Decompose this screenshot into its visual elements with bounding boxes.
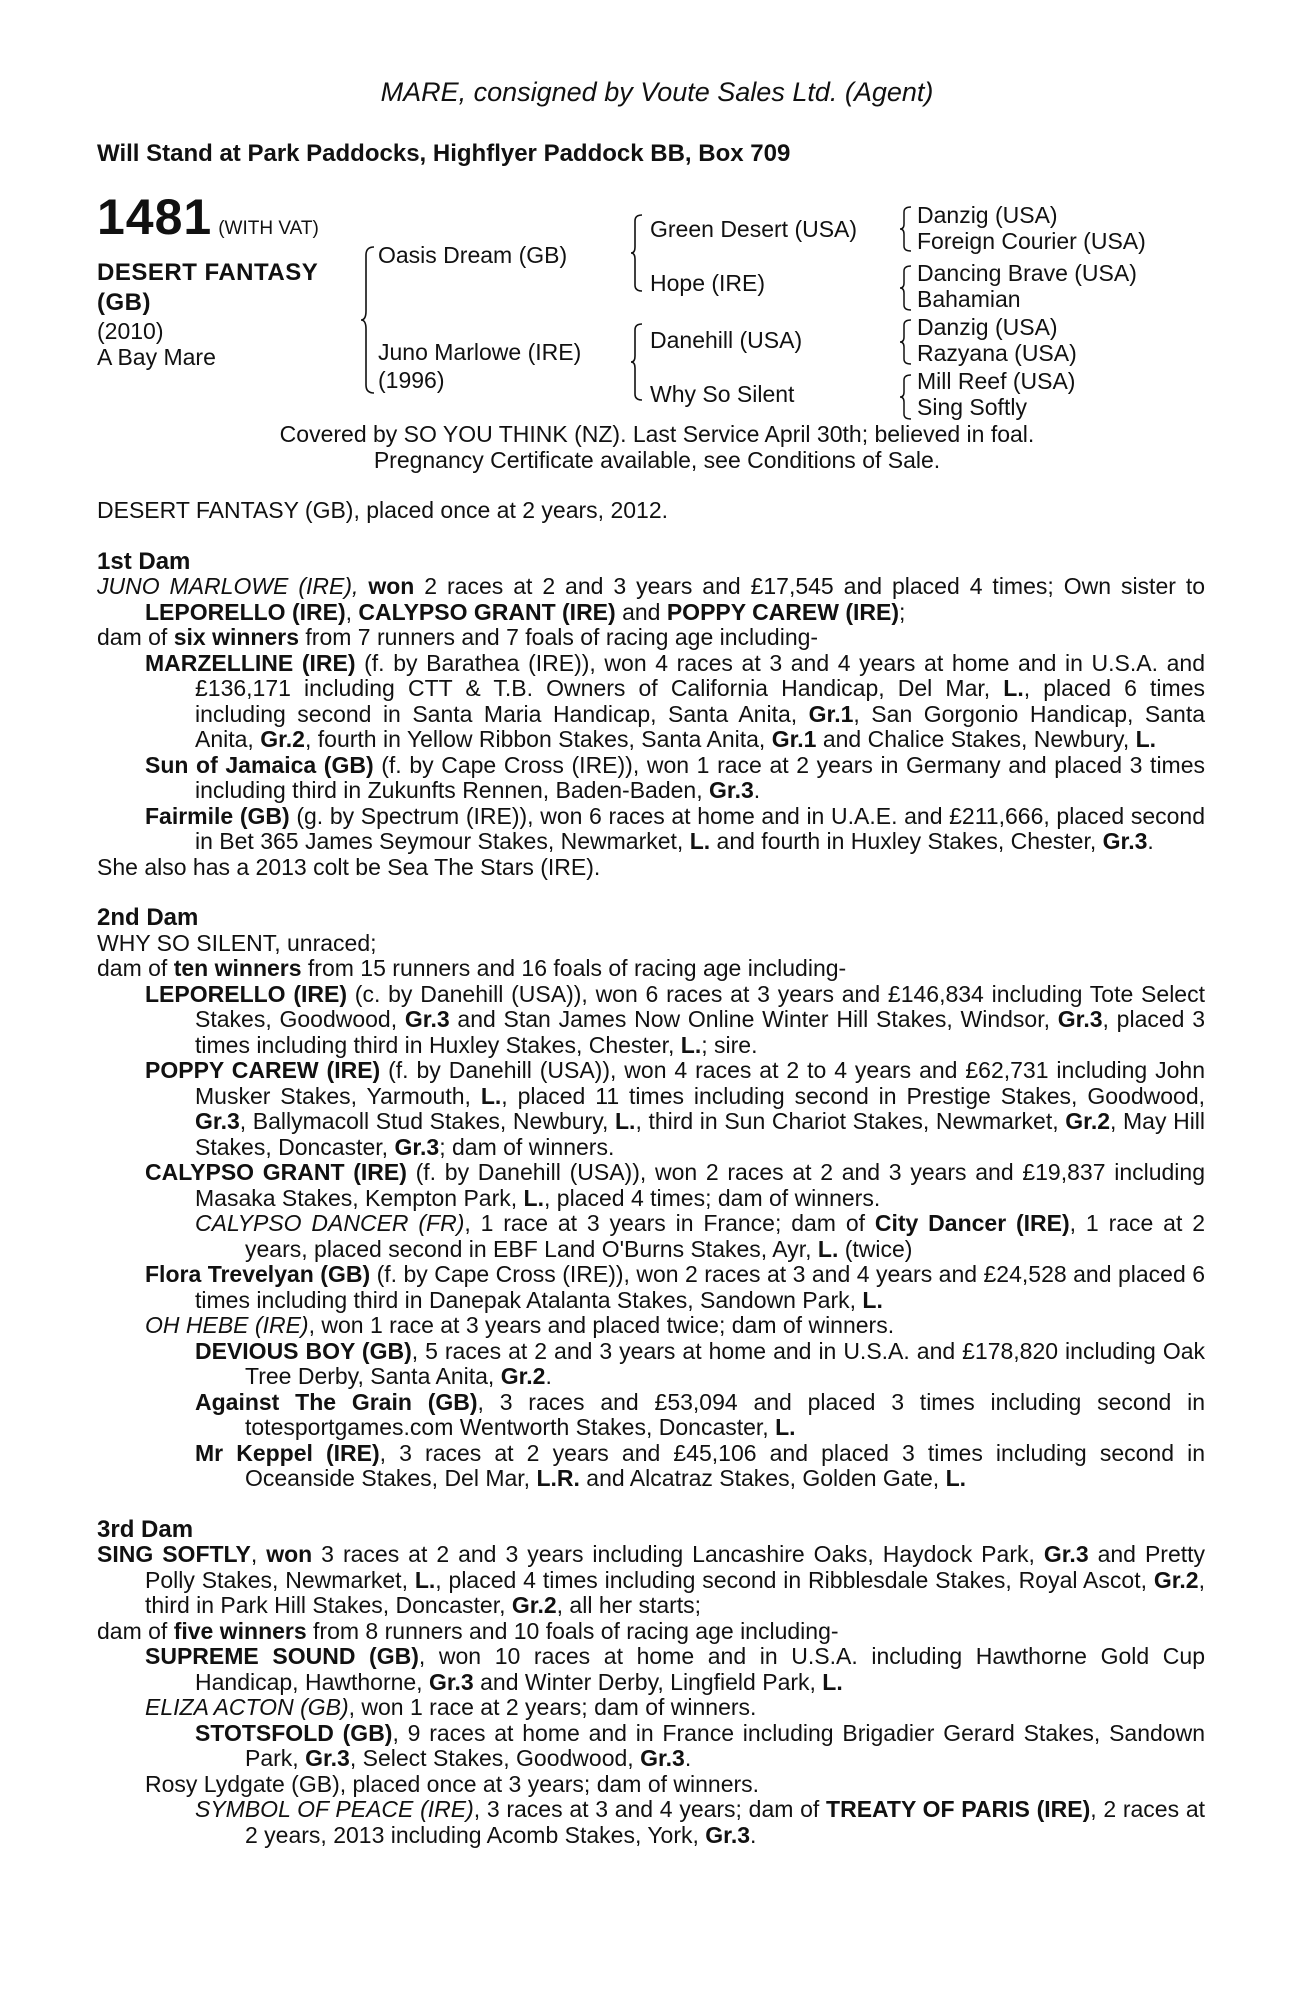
text: .: [684, 1745, 692, 1771]
produce-subentry: [97, 1441, 1205, 1492]
text: , all her starts;: [556, 1592, 702, 1618]
horse-name: City Dancer (IRE): [874, 1210, 1070, 1236]
text: from 7 runners and 7 foals of racing age including-: [299, 624, 819, 650]
text: , third in Park Hill Stakes, Doncaster,: [145, 1566, 1205, 1618]
grade: L.: [680, 1031, 702, 1058]
pregnancy-line: Pregnancy Certificate available, see Conditions of Sale.: [373, 446, 941, 473]
text: (f. by Danehill (USA)), won 4 races at 2 to 4 years and £62,731 including John Musker Stakes, Yarmouth,: [195, 1057, 1206, 1109]
produce-entry: [97, 1644, 1205, 1695]
grade: L.: [817, 1235, 839, 1262]
dam-name: JUNO MARLOWE (IRE),: [97, 573, 359, 599]
grade: Gr.3: [404, 1006, 450, 1032]
text: and Pretty Polly Stakes, Newmarket,: [145, 1541, 1206, 1593]
horse-name: LEPORELLO (IRE): [145, 980, 348, 1007]
won-label: won: [266, 1541, 313, 1567]
grade: Gr.1: [771, 726, 817, 752]
covered-note: [0, 422, 1314, 473]
text: , Ballymacoll Stud Stakes, Newbury,: [239, 1108, 615, 1134]
text: , 3 races and £53,094 and placed 3 times including second in totesportgames.com Wentworth Stakes, Doncaster,: [245, 1388, 1206, 1440]
grade: Gr.3: [705, 1821, 751, 1848]
horse-description: A Bay Mare: [97, 344, 216, 370]
pedigree-dam-dam: Why So Silent: [650, 381, 795, 407]
grade: L.: [862, 1286, 883, 1313]
pedigree-g3: Dancing Brave (USA): [917, 260, 1137, 286]
text: , 2 races at 2 years, 2013 including Acomb Stakes, York,: [245, 1796, 1206, 1848]
dam-name: SING SOFTLY: [97, 1541, 251, 1567]
consignor-line: MARE, consigned by Voute Sales Ltd. (Agent): [380, 77, 934, 107]
text: dam of: [97, 1617, 174, 1644]
horse-name: Fairmile (GB): [145, 802, 290, 829]
grade: L.: [523, 1184, 544, 1211]
catalogue-body: [97, 498, 1205, 1848]
produce-entry: [97, 804, 1205, 855]
produce-subentry: [97, 1390, 1205, 1441]
text: , placed 3 times including third in Huxley Stakes, Chester,: [195, 1006, 1205, 1058]
text: dam of: [97, 624, 174, 650]
text: .: [753, 777, 761, 803]
grade: Gr.3: [1102, 828, 1148, 854]
text: , 5 races at 2 and 3 years at home and in U.S.A. and £178,820 including Oak Tree Derby, Santa Anita,: [245, 1337, 1205, 1389]
text: from 8 runners and 10 foals of racing age including-: [306, 1617, 839, 1644]
grade: L.: [1135, 726, 1157, 752]
pedigree-brace-g1: [899, 205, 913, 253]
sibling-name: CALYPSO GRANT (IRE): [358, 598, 616, 625]
text: and fourth in Huxley Stakes, Chester,: [710, 828, 1103, 854]
grade: L.: [615, 1108, 636, 1134]
summary-line: DESERT FANTASY (GB), placed once at 2 years, 2012.: [97, 497, 669, 523]
grade: Gr.3: [1057, 1006, 1103, 1032]
third-dam-produce: [97, 1619, 1205, 1645]
horse-name: CALYPSO DANCER (FR): [195, 1210, 465, 1236]
text: (c. by Danehill (USA)), won 6 races at 3 years and £146,834 including Tote Select Stakes, Goodwood,: [195, 980, 1205, 1032]
text: (f. by Danehill (USA)), won 2 races at 2 and 3 years and £19,837 including Masaka Stakes, Kempton Park,: [195, 1159, 1205, 1211]
text: , 3 races at 3 and 4 years; dam of: [473, 1796, 827, 1822]
pedigree-brace-sire: [630, 213, 644, 293]
text: from 15 runners and 16 foals of racing age including-: [301, 955, 847, 981]
produce-entry: [97, 1262, 1205, 1313]
text: , 3 races at 2 years and £45,106 and placed 3 times including second in Oceanside Stakes, Del Mar,: [245, 1439, 1205, 1491]
text: ;: [899, 598, 906, 625]
grade: Gr.3: [709, 777, 754, 803]
pedigree-g2: Foreign Courier (USA): [917, 228, 1146, 254]
pedigree-g8: Sing Softly: [917, 394, 1027, 420]
text: ; dam of winners.: [439, 1133, 615, 1160]
grade: Gr.2: [500, 1363, 546, 1389]
horse-name: Against The Grain (GB): [195, 1388, 478, 1415]
pedigree-dam: Juno Marlowe (IRE): [378, 339, 582, 365]
text: , won 1 race at 3 years and placed twice; dam of winners.: [308, 1312, 895, 1338]
text: ,: [250, 1541, 267, 1567]
pedigree-brace-g3: [899, 318, 913, 366]
first-dam-record: [97, 574, 1205, 625]
third-dam-record: [97, 1542, 1205, 1619]
horse-name: STOTSFOLD (GB): [195, 1719, 393, 1746]
produce-subentry: [97, 1211, 1205, 1262]
grade: Gr.2: [1153, 1566, 1199, 1593]
horse-country: (GB): [97, 289, 151, 316]
text: ,: [345, 598, 359, 625]
horse-name: MARZELLINE (IRE): [145, 649, 356, 676]
pedigree-brace-dam: [630, 322, 644, 402]
text: (f. by Barathea (IRE)), won 4 races at 3 and 4 years at home and in U.S.A. and £136,171 including CTT & T.B. Owners of California Handicap, Del Mar,: [195, 649, 1205, 701]
pedigree-g4: Bahamian: [917, 286, 1021, 312]
pedigree-dam-year: (1996): [378, 367, 445, 393]
pedigree-sire-sire: Green Desert (USA): [650, 216, 858, 242]
horse-name: SYMBOL OF PEACE (IRE): [195, 1796, 474, 1822]
pedigree-dam-sire: Danehill (USA): [650, 327, 803, 353]
text: , placed 4 times including second in Ribblesdale Stakes, Royal Ascot,: [435, 1566, 1154, 1593]
second-dam-produce: [97, 956, 1205, 982]
text: and Chalice Stakes, Newbury,: [816, 726, 1136, 752]
horse-name: CALYPSO GRANT (IRE): [145, 1159, 407, 1185]
text: 2 races at 2 and 3 years and £17,545 and placed 4 times; Own sister to: [414, 573, 1206, 599]
pedigree-brace-g2: [899, 264, 913, 312]
text: and: [615, 598, 667, 625]
grade: Gr.3: [1043, 1541, 1089, 1567]
grade: L.: [775, 1414, 796, 1440]
horse-name-block: [97, 258, 367, 370]
text: , placed 11 times including second in Prestige Stakes, Goodwood,: [501, 1082, 1205, 1109]
text: (f. by Cape Cross (IRE)), won 2 races at 3 and 4 years and £24,528 and placed 6 times including third in Danepak Atalanta Stakes, Sandown Park,: [195, 1261, 1205, 1313]
horse-name: Flora Trevelyan (GB): [145, 1261, 371, 1287]
text: , placed 4 times; dam of winners.: [544, 1184, 881, 1211]
text: 3 races at 2 and 3 years including Lancashire Oaks, Haydock Park,: [312, 1541, 1044, 1567]
text: , Select Stakes, Goodwood,: [349, 1745, 641, 1771]
grade: L.: [480, 1082, 502, 1109]
produce-entry: [97, 1695, 1205, 1721]
text: dam of: [97, 955, 174, 981]
text: .: [750, 1821, 757, 1848]
text: .: [545, 1363, 552, 1389]
covered-line: Covered by SO YOU THINK (NZ). Last Service April 30th; believed in foal.: [279, 421, 1035, 447]
text: (twice): [838, 1235, 913, 1262]
horse-name: Sun of Jamaica (GB): [145, 751, 374, 778]
sibling-name: POPPY CAREW (IRE): [666, 598, 899, 625]
text: , 1 race at 3 years in France; dam of: [464, 1210, 875, 1236]
produce-entry: [97, 1058, 1205, 1160]
produce-entry: [97, 1313, 1205, 1339]
produce-entry: [97, 651, 1205, 753]
text: , fourth in Yellow Ribbon Stakes, Santa Anita,: [304, 726, 772, 752]
first-dam-produce: [97, 625, 1205, 651]
text: (g. by Spectrum (IRE)), won 6 races at home and in U.A.E. and £211,666, placed second in Bet 365 James Seymour Stakes, Newmarket,: [195, 802, 1205, 854]
text: , San Gorgonio Handicap, Santa Anita,: [195, 700, 1206, 752]
pedigree-g7: Mill Reef (USA): [917, 368, 1076, 394]
text: , won 1 race at 2 years; dam of winners.: [348, 1694, 757, 1720]
grade: L.: [822, 1668, 843, 1695]
pedigree-sire-dam: Hope (IRE): [650, 270, 766, 296]
grade: Gr.1: [808, 700, 854, 727]
won-label: won: [368, 573, 415, 599]
pedigree-brace-g4: [899, 373, 913, 421]
grade: L.: [1003, 675, 1024, 701]
produce-subentry: [97, 1721, 1205, 1772]
grade: Gr.3: [195, 1108, 240, 1134]
grade: Gr.2: [1065, 1108, 1111, 1134]
text: , 1 race at 2 years, placed second in EBF Land O'Burns Stakes, Ayr,: [245, 1210, 1205, 1262]
text: and Alcatraz Stakes, Golden Gate,: [579, 1465, 946, 1491]
pedigree-g1: Danzig (USA): [917, 202, 1058, 228]
winners-count: five winners: [173, 1617, 307, 1644]
text: and Stan James Now Online Winter Hill Stakes, Windsor,: [449, 1006, 1058, 1032]
grade: Gr.2: [511, 1592, 557, 1618]
text: .: [1147, 828, 1154, 854]
first-dam-heading: 1st Dam: [97, 547, 191, 575]
produce-subentry: [97, 1339, 1205, 1390]
produce-entry: [97, 1160, 1205, 1211]
third-dam-section: [97, 1517, 1205, 1849]
second-dam-section: [97, 905, 1205, 1492]
grade: L.R.: [536, 1465, 580, 1491]
horse-name: DESERT FANTASY: [97, 259, 319, 286]
horse-name: TREATY OF PARIS (IRE): [826, 1796, 1091, 1822]
second-dam-record: WHY SO SILENT, unraced;: [97, 929, 377, 956]
horse-name: Mr Keppel (IRE): [195, 1439, 380, 1466]
grade: Gr.3: [305, 1745, 350, 1771]
horse-name: POPPY CAREW (IRE): [145, 1057, 381, 1083]
stand-location: Will Stand at Park Paddocks, Highflyer Paddock BB, Box 709: [97, 140, 791, 167]
second-dam-heading: 2nd Dam: [97, 904, 199, 931]
lot-number: 1481: [97, 189, 213, 245]
vat-label: (WITH VAT): [218, 218, 319, 239]
grade: L.: [689, 828, 711, 854]
produce-entry: [97, 753, 1205, 804]
text: , 9 races at home and in France including Brigadier Gerard Stakes, Sandown Park,: [245, 1719, 1205, 1771]
produce-entry: Rosy Lydgate (GB), placed once at 3 years; dam of winners.: [145, 1770, 760, 1797]
produce-entry: [97, 982, 1205, 1059]
foaled-year: (2010): [97, 318, 164, 344]
horse-name: ELIZA ACTON (GB): [145, 1694, 349, 1720]
horse-name: SUPREME SOUND (GB): [145, 1643, 419, 1669]
grade: Gr.3: [428, 1668, 474, 1695]
grade: Gr.3: [394, 1133, 440, 1160]
third-dam-heading: 3rd Dam: [97, 1515, 194, 1543]
first-dam-section: [97, 549, 1205, 881]
text: and Winter Derby, Lingfield Park,: [473, 1668, 823, 1695]
grade: Gr.2: [260, 726, 305, 752]
sibling-name: LEPORELLO (IRE): [145, 598, 346, 625]
winners-count: six winners: [173, 624, 299, 650]
grade: L.: [945, 1465, 967, 1491]
pedigree-brace-main: [360, 245, 376, 395]
horse-name: DEVIOUS BOY (GB): [195, 1337, 412, 1364]
lot-number-block: [97, 189, 319, 245]
text: ; sire.: [701, 1031, 758, 1058]
pedigree-sire: Oasis Dream (GB): [378, 242, 568, 268]
grade: Gr.3: [640, 1745, 685, 1771]
text: , third in Sun Chariot Stakes, Newmarket,: [635, 1108, 1066, 1134]
winners-count: ten winners: [173, 955, 302, 981]
text: (f. by Cape Cross (IRE)), won 1 race at 2 years in Germany and placed 3 times including third in Zukunfts Rennen, Baden-Baden,: [195, 751, 1206, 803]
produce-subentry: [97, 1797, 1205, 1848]
text: , won 10 races at home and in U.S.A. including Hawthorne Gold Cup Handicap, Hawthorne,: [195, 1643, 1205, 1695]
horse-name: OH HEBE (IRE): [145, 1312, 309, 1338]
grade: L.: [414, 1566, 436, 1593]
text: , placed 6 times including second in Santa Maria Handicap, Santa Anita,: [195, 675, 1205, 727]
pedigree-g5: Danzig (USA): [917, 314, 1058, 340]
first-dam-note: She also has a 2013 colt be Sea The Stars (IRE).: [97, 853, 601, 880]
text: , May Hill Stakes, Doncaster,: [195, 1108, 1206, 1160]
pedigree-g6: Razyana (USA): [917, 340, 1077, 366]
